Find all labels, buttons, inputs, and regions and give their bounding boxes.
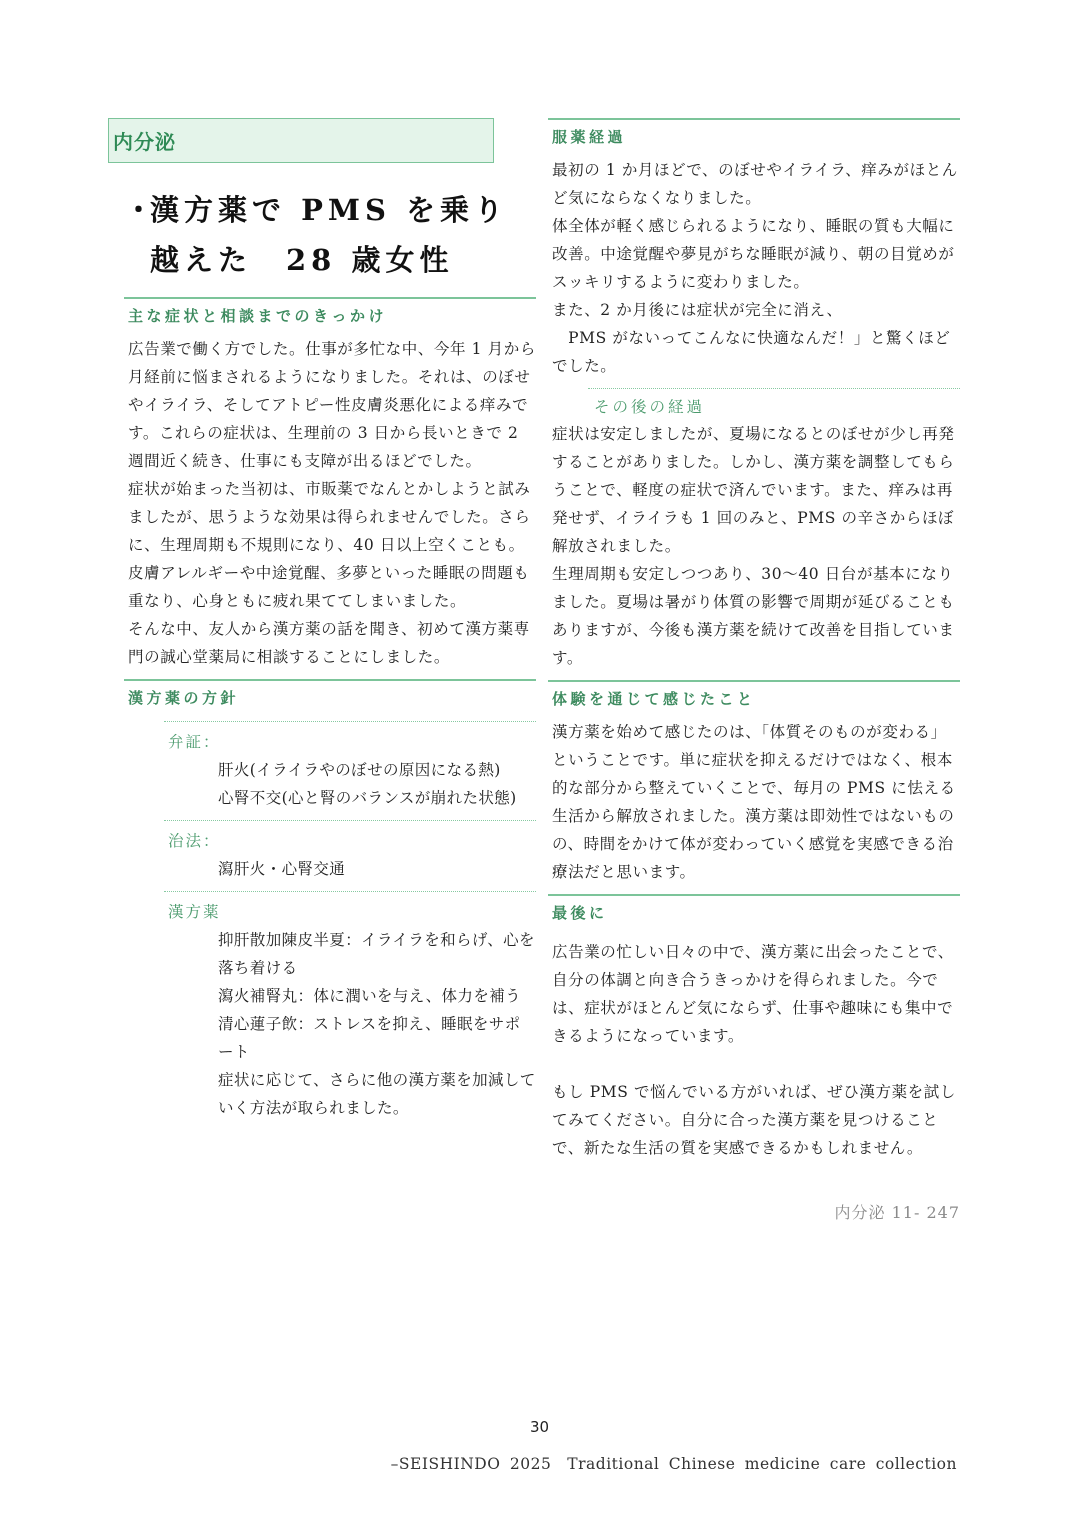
- policy-group-treatment: [164, 820, 536, 883]
- paragraph: 体全体が軽く感じられるようになり、睡眠の質も大幅に改善。中途覚醒や夢見がちな睡眠が減り、朝の目覚めがスッキリするように変わりました。: [552, 217, 955, 291]
- group-item: 肝火(イライラやのぼせの原因になる熱): [218, 761, 501, 779]
- group-label: 漢方薬: [168, 903, 221, 921]
- section-experience: [548, 680, 960, 886]
- group-item: 心腎不交(心と腎のバランスが崩れた状態): [218, 789, 517, 807]
- section-later: [548, 388, 960, 672]
- paragraph: もし PMS で悩んでいる方がいれば、ぜひ漢方薬を試してみてください。自分に合った漢方薬を見つけることで、新たな生活の質を実感できるかもしれません。: [552, 1083, 956, 1157]
- paragraph: 最初の 1 か月ほどで、のぼせやイライラ、痒みがほとんど気にならなくなりました。: [552, 161, 958, 207]
- group-label: 弁証：: [168, 733, 221, 751]
- category-label: 内分泌: [108, 118, 494, 163]
- section-progress: [548, 118, 960, 380]
- paragraph: 症状は安定しましたが、夏場になるとのぼせが少し再発することがありました。しかし、漢方薬を調整してもらうことで、軽度の症状で済んでいます。また、痒みは再発せず、イライラも 1 回のみと、PMS の辛さからほぼ解放されました。: [552, 425, 955, 555]
- paragraph: PMS がないってこんなに快適なんだ！」と驚くほどでした。: [552, 329, 951, 375]
- subsection-heading: その後の経過: [588, 388, 960, 420]
- section-background: [108, 297, 536, 671]
- paragraph: 広告業で働く方でした。仕事が多忙な中、今年 1 月から月経前に悩まされるようになりました。それは、のぼせやイライラ、そしてアトピー性皮膚炎悪化による痒みです。これらの症状は、生理前の 3 日から長いときで 2 週間近く続き、仕事にも支障が出るほどでした。: [128, 340, 536, 470]
- paragraph: 生理周期も安定しつつあり、30〜40 日台が基本になりました。夏場は暑がり体質の影響で周期が延びることもありますが、今後も漢方薬を続けて改善を目指しています。: [552, 565, 955, 667]
- bullet-icon: ・: [124, 193, 159, 227]
- group-item: 抑肝散加陳皮半夏：イライラを和らげ、心を落ち着ける: [218, 931, 535, 977]
- section-heading: 漢方薬の方針: [124, 679, 536, 717]
- left-column: [108, 118, 536, 1122]
- section-heading: 体験を通じて感じたこと: [548, 680, 960, 718]
- paragraph: そんな中、友人から漢方薬の話を聞き、初めて漢方薬専門の誠心堂薬局に相談することにしました。: [128, 620, 530, 666]
- policy-group-diagnosis: [164, 721, 536, 812]
- article-title: [108, 185, 536, 285]
- section-heading: 主な症状と相談までのきっかけ: [124, 297, 536, 335]
- section-policy: [108, 679, 536, 1122]
- section-closing: [548, 894, 960, 1162]
- reference-code: 内分泌 11- 247: [834, 1203, 960, 1222]
- footer-text: –SEISHINDO 2025 Traditional Chinese medicine care collection: [390, 1455, 957, 1473]
- group-label: 治法：: [168, 832, 221, 850]
- right-column: [548, 118, 960, 1223]
- group-item: 清心蓮子飲：ストレスを抑え、睡眠をサポート: [218, 1015, 521, 1061]
- paragraph: 漢方薬を始めて感じたのは、「体質そのものが変わる」ということです。単に症状を抑えるだけではなく、根本的な部分から整えていくことで、毎月の PMS に怯える生活から解放されました。漢方薬は即効性ではないものの、時間をかけて体が変わっていく感覚を実感できる治療法だと思います。: [552, 723, 956, 881]
- paragraph: 広告業の忙しい日々の中で、漢方薬に出会ったことで、自分の体調と向き合うきっかけを得られました。今では、症状がほとんど気にならず、仕事や趣味にも集中できるようになっています。: [552, 943, 954, 1045]
- section-heading: 服薬経過: [548, 118, 960, 156]
- paragraph: 症状が始まった当初は、市販薬でなんとかしようと試みましたが、思うような効果は得られませんでした。さらに、生理周期も不規則になり、40 日以上空くことも。皮膚アレルギーや中途覚醒、多夢といった睡眠の問題も重なり、心身ともに疲れ果ててしまいました。: [128, 480, 531, 610]
- policy-group-herbs: [164, 891, 536, 1122]
- page-number: 30: [530, 1418, 550, 1436]
- section-heading: 最後に: [548, 894, 960, 938]
- group-item: 瀉肝火・心腎交通: [218, 860, 346, 878]
- group-item: 症状に応じて、さらに他の漢方薬を加減していく方法が取られました。: [218, 1071, 536, 1117]
- group-item: 瀉火補腎丸：体に潤いを与え、体力を補う: [218, 987, 522, 1005]
- title-text: 漢方薬で PMS を乗り越えた 28 歳女性: [150, 193, 509, 277]
- paragraph: また、2 か月後には症状が完全に消え、: [552, 301, 843, 319]
